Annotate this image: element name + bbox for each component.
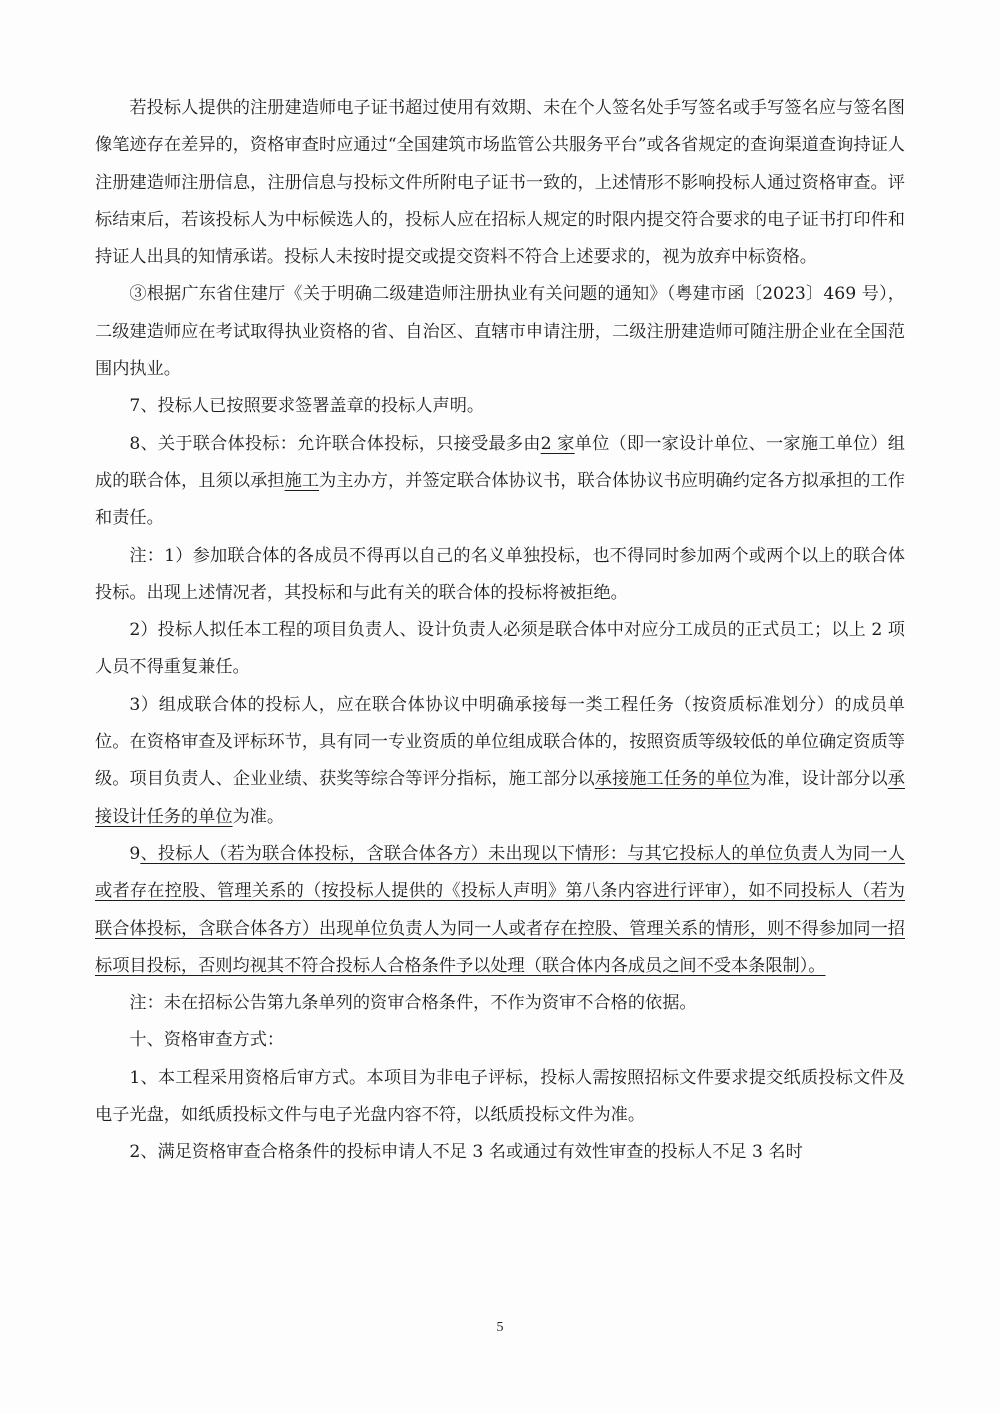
paragraph-item-8	[95, 426, 905, 538]
underlined-design-unit: 承接设计任务的单位	[95, 769, 905, 827]
text-segment: 9	[129, 843, 141, 864]
paragraph-item-7: 7、投标人已按照要求签署盖章的投标人声明。	[129, 396, 485, 417]
paragraph-note-3	[95, 687, 905, 836]
paragraph-note-qualification: 注：未在招标公告第九条单列的资审合格条件，不作为资审不合格的依据。	[129, 993, 697, 1014]
section-heading-review-method: 十、资格审查方式：	[129, 1030, 285, 1051]
underlined-construction-unit: 承接施工任务的单位	[594, 769, 750, 790]
paragraph-note-1: 注：1）参加联合体的各成员不得再以自己的名义单独投标，也不得同时参加两个或两个以上的联合体投标。出现上述情况者，其投标和与此有关的联合体的投标将被拒绝。	[95, 545, 905, 603]
text-segment: 为准，设计部分以	[749, 769, 888, 790]
underlined-item-9-text: 、投标人（若为联合体投标，含联合体各方）未出现以下情形：与其它投标人的单位负责人为同一人或者存在控股、管理关系的（按投标人提供的《投标人声明》第八条内容进行评审），如不同投标人（若为联合体投标，含联合体各方）出现单位负责人为同一人或者存在控股、管理关系的情形，则不得参加同一招标项目投标，否则均视其不符合投标人合格条件予以处理（联合体内各成员之间不受本条限制）。	[95, 843, 905, 976]
underlined-count: 2 家	[540, 433, 575, 454]
underlined-lead: 施工	[284, 470, 320, 491]
text-segment: 为主办方，并签定联合体协议书，联合体协议书应明确约定各方拟承担的工作和责任。	[95, 470, 905, 529]
document-body	[95, 90, 905, 1172]
paragraph-guangdong-notice: ③根据广东省住建厅《关于明确二级建造师注册执业有关问题的通知》（粤建市函〔2023〕469 号），二级建造师应在考试取得执业资格的省、自治区、直辖市申请注册，二级注册建造师可随注册企业在全国范围内执业。	[95, 284, 905, 380]
paragraph-note-2: 2）投标人拟任本工程的项目负责人、设计负责人必须是联合体中对应分工成员的正式员工；以上 2 项人员不得重复兼任。	[95, 620, 905, 678]
paragraph-review-2: 2、满足资格审查合格条件的投标申请人不足 3 名或通过有效性审查的投标人不足 3 名时	[129, 1142, 803, 1163]
text-segment: 单位（即一家设计单位、一家施工单位）组成的联合体，且须以承担	[95, 433, 905, 491]
page-number: 5	[496, 1320, 504, 1335]
paragraph-certificate-rules: 若投标人提供的注册建造师电子证书超过使用有效期、未在个人签名处手写签名或手写签名应与签名图像笔迹存在差异的，资格审查时应通过“全国建筑市场监管公共服务平台”或各省规定的查询渠道查询持证人注册建造师注册信息，注册信息与投标文件所附电子证书一致的，上述情形不影响投标人通过资格审查。评标结束后，若该投标人为中标候选人的，投标人应在招标人规定的时限内提交符合要求的电子证书打印件和持证人出具的知情承诺。投标人未按时提交或提交资料不符合上述要求的，视为放弃中标资格。	[95, 98, 905, 268]
text-segment: 为准。	[232, 806, 285, 827]
text-segment: 3）组成联合体的投标人，应在联合体协议中明确承接每一类工程任务（按资质标准划分）的成员单位。在资格审查及评标环节，具有同一专业资质的单位组成联合体的，按照资质等级较低的单位确定资质等级。项目负责人、企业业绩、获奖等综合等评分指标，施工部分以	[95, 694, 905, 790]
paragraph-review-1: 1、本工程采用资格后审方式。本项目为非电子评标，投标人需按照招标文件要求提交纸质投标文件及电子光盘，如纸质投标文件与电子光盘内容不符，以纸质投标文件为准。	[95, 1067, 905, 1126]
paragraph-item-9	[95, 836, 905, 985]
text-segment: 8、关于联合体投标：允许联合体投标，只接受最多由	[129, 433, 541, 454]
